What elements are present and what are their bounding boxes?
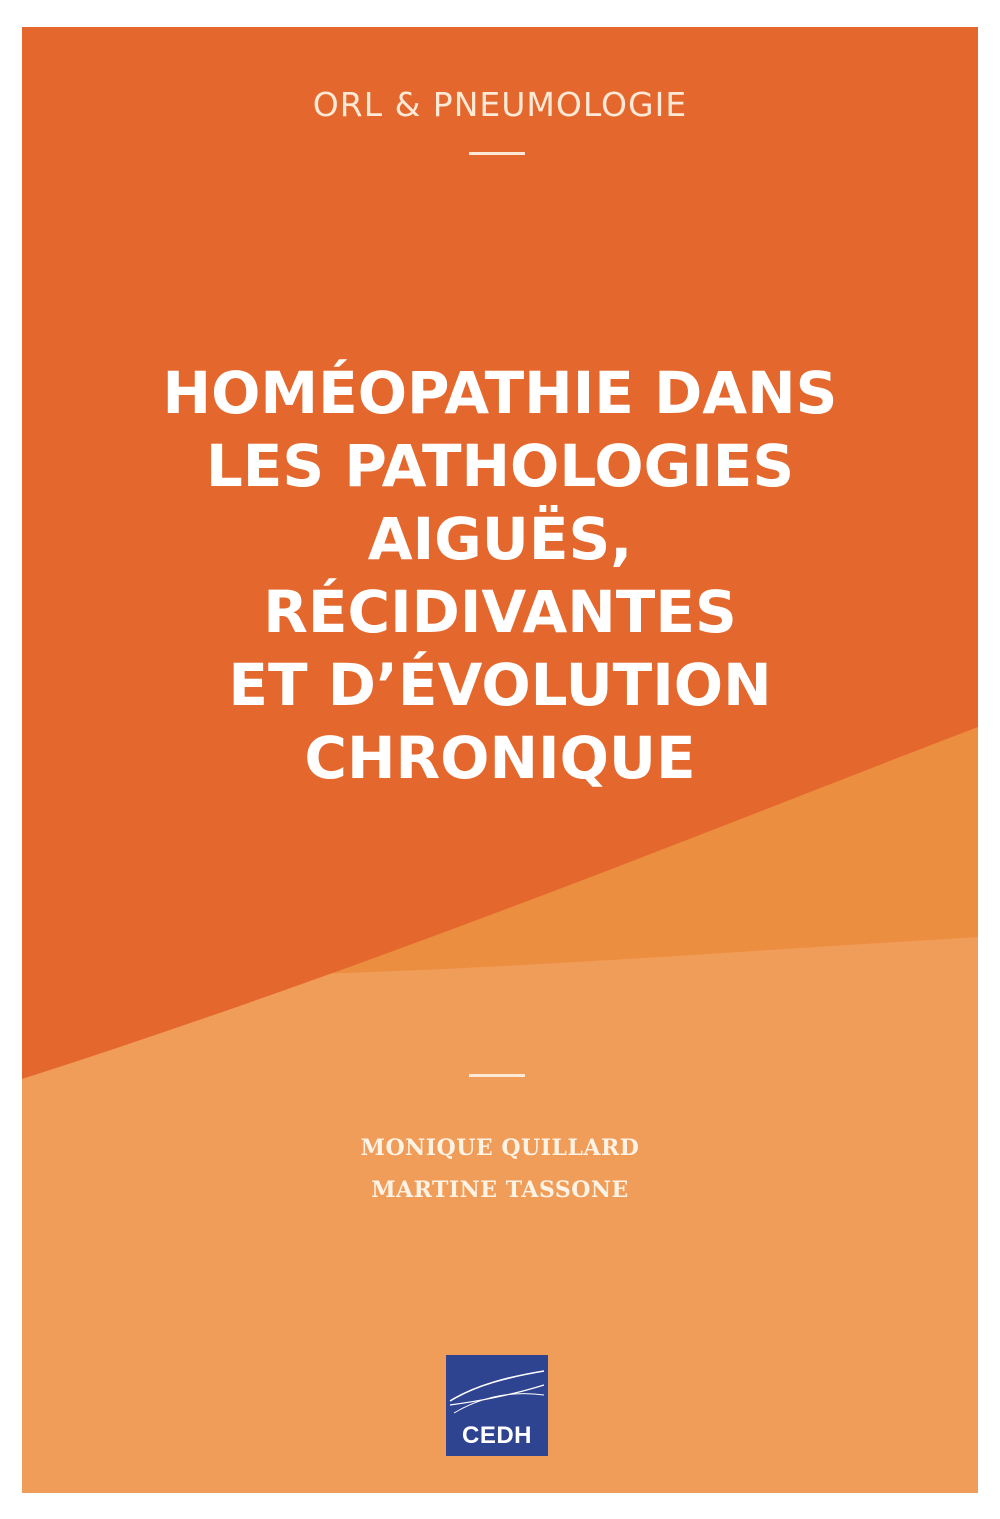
title-line: CHRONIQUE [304, 724, 696, 792]
book-authors [22, 1127, 978, 1211]
title-line: LES PATHOLOGIES [205, 432, 795, 500]
title-line: HOMÉOPATHIE DANS [162, 359, 838, 427]
title-line: AIGUËS, [367, 505, 633, 573]
publisher-logo [446, 1355, 548, 1456]
logo-text: CEDH [461, 1422, 532, 1449]
author-name: MONIQUE QUILLARD [360, 1135, 640, 1161]
book-category: ORL & PNEUMOLOGIE [312, 85, 688, 124]
title-line: ET D’ÉVOLUTION [228, 651, 772, 719]
divider-top [469, 152, 525, 155]
title-line: RÉCIDIVANTES [263, 578, 737, 646]
book-title [22, 357, 978, 795]
divider-bottom [469, 1074, 525, 1077]
book-cover [22, 27, 978, 1493]
author-name: MARTINE TASSONE [371, 1177, 629, 1203]
